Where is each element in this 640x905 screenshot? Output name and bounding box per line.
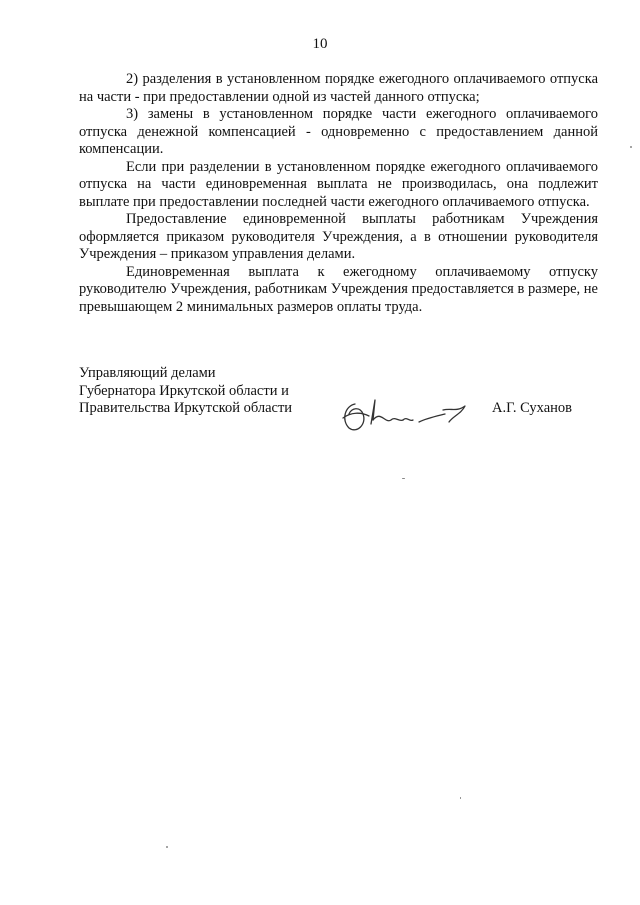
signer-title-line-1: Управляющий делами [79, 365, 216, 381]
document-body [79, 71, 598, 316]
scan-speck [460, 797, 461, 799]
page-number: 10 [312, 36, 328, 52]
paragraph-2: 3) замены в установленном порядке части ежегодного оплачиваемого отпуска денежной компенсацией - одновременно с предоставлением данной компенсации. [79, 106, 598, 157]
paragraph-4: Предоставление единовременной выплаты работникам Учреждения оформляется приказом руководителя Учреждения, а в отношении руководителя Учреждения – приказом управления делами. [79, 211, 598, 262]
scan-speck [630, 146, 632, 148]
handwritten-signature [333, 390, 483, 440]
signer-title-line-2: Губернатора Иркутской области и [79, 382, 289, 399]
paragraph-3: Если при разделении в установленном порядке ежегодного оплачиваемого отпуска на части единовременная выплата не производилась, она подлежит выплате при предоставлении последней части ежегодного оплачиваемого отпуска. [79, 158, 598, 210]
scan-speck [402, 478, 405, 479]
signer-title-line-3: Правительства Иркутской области [79, 400, 293, 416]
scan-speck [166, 846, 168, 848]
signer-name: А.Г. Суханов [492, 400, 573, 416]
paragraph-5: Единовременная выплата к ежегодному оплачиваемому отпуску руководителю Учреждения, работникам Учреждения предоставляется в размере, не превышающем 2 минимальных размеров оплаты труда. [79, 263, 598, 315]
paragraph-1: 2) разделения в установленном порядке ежегодного оплачиваемого отпуска на части - при предоставлении одной из частей данного отпуска; [79, 71, 598, 105]
